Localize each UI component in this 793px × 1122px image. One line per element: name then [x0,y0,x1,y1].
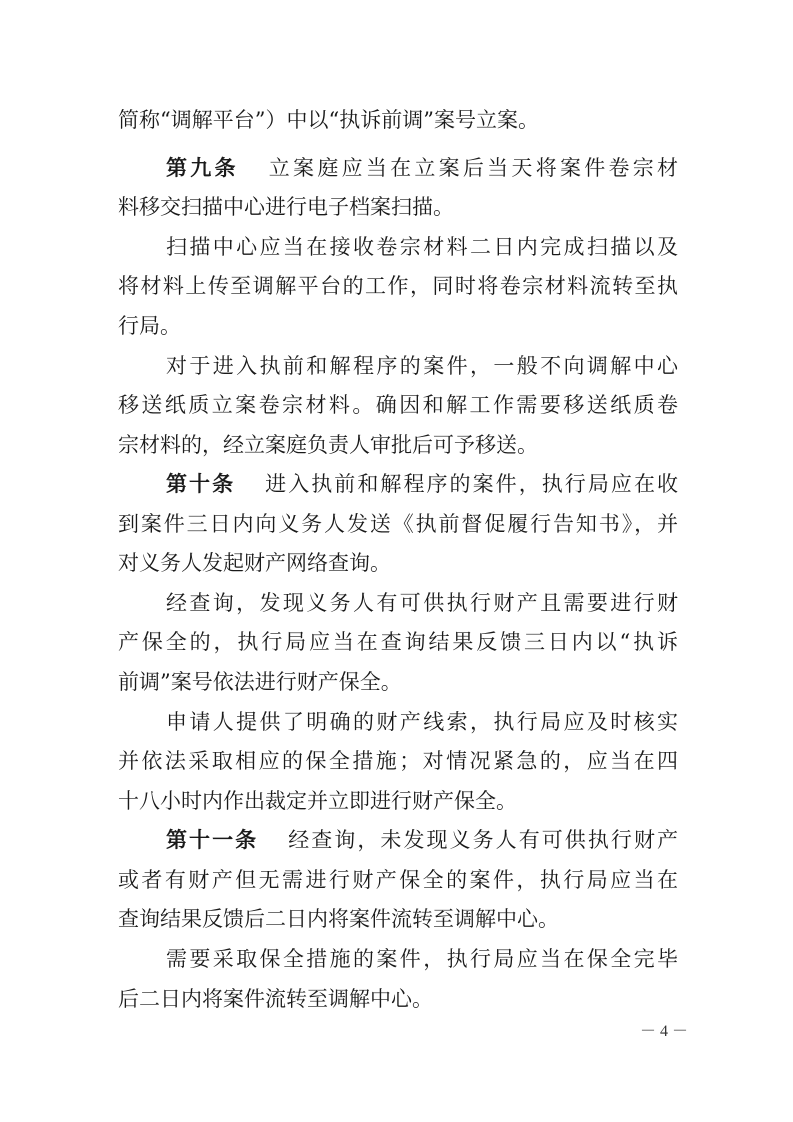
text-line: 到案件三日内向义务人发送《执前督促履行告知书》，并 [118,512,678,536]
text-line: 或者有财产但无需进行财产保全的案件，执行局应当在 [118,868,678,892]
text-line: 扫描中心应当在接收卷宗材料二日内完成扫描以及 [166,235,678,259]
text-line: 后二日内将案件流转至调解中心。 [118,987,433,1011]
text-line: 经查询，发现义务人有可供执行财产且需要进行财 [166,591,678,615]
page-number: － 4 － [640,1023,689,1040]
article-eleven-line: 第十一条 经查询，未发现义务人有可供执行财产 [166,828,679,852]
text-line: 需要采取保全措施的案件，执行局应当在保全完毕 [166,947,678,971]
text-line: 简称“调解平台”）中以“执诉前调”案号立案。 [118,108,539,132]
text-line: 行局。 [118,314,181,338]
text-line: 对义务人发起财产网络查询。 [118,551,391,575]
text-line: 移送纸质立案卷宗材料。确因和解工作需要移送纸质卷 [118,393,678,417]
article-ten-line: 第十条 进入执前和解程序的案件，执行局应在收 [166,472,679,496]
text-line: 产保全的，执行局应当在查询结果反馈三日内以“执诉 [118,630,678,654]
text-line: 查询结果反馈后二日内将案件流转至调解中心。 [118,907,559,931]
article-eleven-heading: 第十一条 [166,828,259,852]
text-line: 申请人提供了明确的财产线索，执行局应及时核实 [166,710,678,734]
text-line: 宗材料的，经立案庭负责人审批后可予移送。 [118,433,538,457]
text-line: 料移交扫描中心进行电子档案扫描。 [118,195,454,219]
text-line: 对于进入执前和解程序的案件，一般不向调解中心 [166,354,678,378]
article-nine-line: 第九条 立案庭应当在立案后当天将案件卷宗材 [166,156,679,180]
article-ten-heading: 第十条 [166,472,236,496]
text-line: 将材料上传至调解平台的工作，同时将卷宗材料流转至执 [118,274,678,298]
text-line: 前调”案号依法进行财产保全。 [118,670,402,694]
text-line: 十八小时内作出裁定并立即进行财产保全。 [118,789,517,813]
text-line: 并依法采取相应的保全措施；对情况紧急的，应当在四 [118,749,678,773]
article-nine-heading: 第九条 [166,156,239,180]
